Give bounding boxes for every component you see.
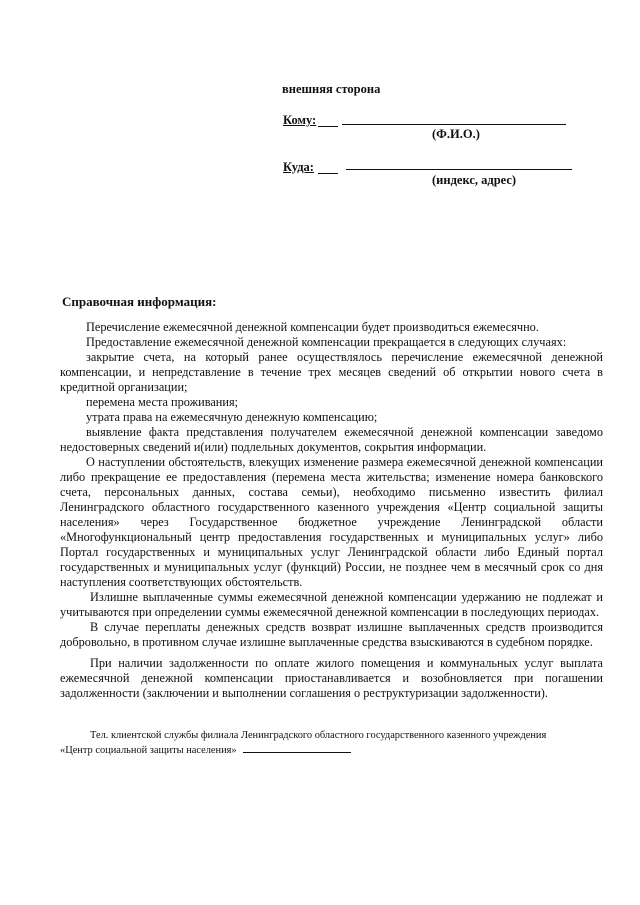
contact-line-2 [60,743,620,758]
info-heading: Справочная информация: [62,294,217,309]
to-short-line [318,126,338,127]
paragraph-overpaid-sums: Излишне выплаченные суммы ежемесячной денежной компенсации удержанию не подлежат и учитываются при определении суммы ежемесячной денежной компенсации в последующих периодах. [60,590,603,619]
where-label: Куда: [283,160,314,174]
paragraph-loss-of-right: утрата права на ежемесячную денежную компенсацию; [86,410,378,424]
paragraph-termination-intro: Предоставление ежемесячной денежной компенсации прекращается в следующих случаях: [86,335,567,349]
paragraph-payment: Перечисление ежемесячной денежной компенсации будет производиться ежемесячно. [86,320,539,334]
paragraph-account-closure: закрытие счета, на который ранее осуществлялось перечисление ежемесячной денежной компенсации, и непредставление в течение трех месяцев сведений об открытии нового счета в кредитной организации; [60,350,603,394]
info-body [60,320,603,701]
paragraph-residence-change: перемена места проживания; [86,395,239,409]
contact-line-1: Тел. клиентской службы филиала Ленинградского областного государственного казенного учреждения [90,730,547,741]
to-label: Кому: [283,113,317,127]
contact-line-2-text: «Центр социальной защиты населения» [60,745,237,756]
outer-side-label: внешняя сторона [282,82,381,96]
paragraph-false-info: выявление факта представления получателем ежемесячной денежной компенсации заведомо недостоверных сведений и(или) подлельных документов, сокрытия информации. [60,425,603,454]
paragraph-debt: При наличии задолженности по оплате жилого помещения и коммунальных услуг выплата ежемесячной денежной компенсации приостанавливается и возобновляется при погашении задолженности (заключении и выполнении соглашения о реструктуризации задолженности). [60,656,603,700]
where-caption: (индекс, адрес) [432,173,517,187]
contact-block [60,728,620,758]
phone-blank-line [243,744,351,753]
paragraph-circumstances: О наступлении обстоятельств, влекущих изменение размера ежемесячной денежной компенсации либо прекращение ее предоставления (перемена места жительства; изменение номера банковского счета, персональных данных, состава семьи), необходимо письменно известить филиал Ленинградского областного государственного казенного учреждения «Центр социальной защиты населения» через Государственное бюджетное учреждение Ленинградской области «Многофункциональный центр предоставления государственных и муниципальных услуг» либо Портал государственных и муниципальных услуг Ленинградской области либо Единый портал государственных и муниципальных услуг (функций) России, не позднее чем в месячный срок со дня наступления соответствующих обстоятельств. [60,455,603,589]
to-caption: (Ф.И.О.) [432,127,480,141]
paragraph-overpayment-return: В случае переплаты денежных средств возврат излишне выплаченных средств производится добровольно, в противном случае излишне выплаченные средства взыскиваются в судебном порядке. [60,620,603,649]
where-short-line [318,173,338,174]
to-name-line [342,124,566,125]
where-address-line [346,169,572,170]
